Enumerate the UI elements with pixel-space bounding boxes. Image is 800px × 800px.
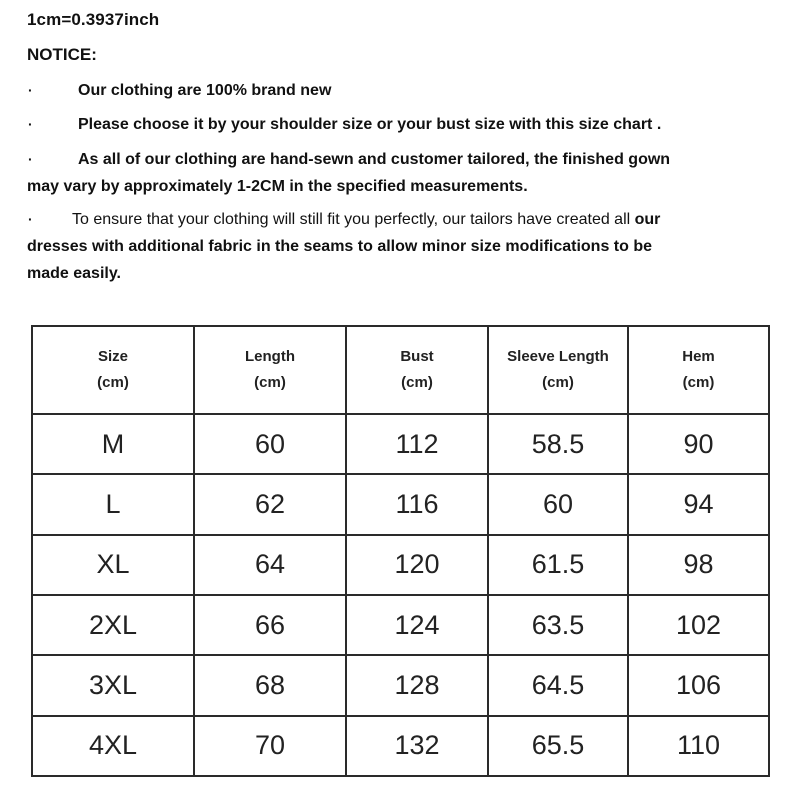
table-cell: 2XL: [32, 595, 194, 655]
bullet-text: Our clothing are 100% brand new: [78, 82, 332, 99]
table-cell: 102: [628, 595, 769, 655]
header-unit: (cm): [682, 374, 715, 391]
header-name: Size: [97, 348, 128, 365]
table-cell: 106: [628, 655, 769, 715]
table-cell: 64: [194, 535, 346, 595]
header-cell-length: [194, 326, 346, 414]
table-cell: L: [32, 474, 194, 534]
header-name: Length: [245, 348, 295, 365]
header-cell-hem: [628, 326, 769, 414]
table-cell: 60: [194, 414, 346, 474]
bullet-dot: ·: [28, 82, 33, 98]
header-unit: (cm): [542, 374, 574, 391]
header-name: Hem: [682, 348, 715, 365]
notice-title: NOTICE:: [27, 45, 97, 64]
table-cell: 3XL: [32, 655, 194, 715]
notice-bullet-2: [27, 111, 767, 138]
notice-bullet-1: [27, 77, 767, 104]
header-name: Bust: [400, 348, 434, 365]
bullet-text: Please choose it by your shoulder size or your bust size with this size chart .: [78, 116, 662, 133]
table-cell: 4XL: [32, 716, 194, 776]
table-cell: 68: [194, 655, 346, 715]
table-cell: 94: [628, 474, 769, 534]
bullet-dot: ·: [28, 151, 33, 167]
table-row: [32, 716, 769, 776]
table-cell: 62: [194, 474, 346, 534]
table-cell: XL: [32, 535, 194, 595]
table-cell: 128: [346, 655, 488, 715]
bullet-dot: ·: [28, 116, 33, 132]
bullet-text-line-1: As all of our clothing are hand-sewn and customer tailored, the finished gown: [78, 151, 671, 168]
bullet-text-line-1: [27, 206, 767, 233]
table-row: [32, 474, 769, 534]
size-chart-table: [31, 325, 770, 777]
header-cell-bust: [346, 326, 488, 414]
table-cell: 120: [346, 535, 488, 595]
bullet-text-line-1-part-a: To ensure that your clothing will still fit you perfectly, our tailors have created all: [72, 211, 631, 228]
table-cell: 116: [346, 474, 488, 534]
header-unit: (cm): [97, 374, 129, 391]
table-cell: 63.5: [488, 595, 628, 655]
table-row: [32, 414, 769, 474]
table-cell: 61.5: [488, 535, 628, 595]
table-cell: 98: [628, 535, 769, 595]
table-cell: 66: [194, 595, 346, 655]
table-cell: 112: [346, 414, 488, 474]
table-cell: 58.5: [488, 414, 628, 474]
table-cell: 124: [346, 595, 488, 655]
table-cell: M: [32, 414, 194, 474]
header-cell-size: [32, 326, 194, 414]
table-row: [32, 655, 769, 715]
header-unit: (cm): [401, 374, 433, 391]
conversion-note: 1cm=0.3937inch: [27, 10, 160, 29]
header-name: Sleeve Length: [507, 348, 609, 365]
table-cell: 90: [628, 414, 769, 474]
bullet-text-line-2: may vary by approximately 1-2CM in the specified measurements.: [27, 178, 528, 195]
table-row: [32, 595, 769, 655]
bullet-text-line-3: made easily.: [27, 265, 121, 282]
table-cell: 65.5: [488, 716, 628, 776]
table-cell: 70: [194, 716, 346, 776]
bullet-text-line-1-part-b: our: [630, 211, 661, 228]
header-unit: (cm): [254, 374, 286, 391]
notice-bullet-3: [27, 146, 767, 200]
table-row: [32, 535, 769, 595]
bullet-dot: ·: [28, 211, 33, 227]
table-cell: 110: [628, 716, 769, 776]
table-cell: 132: [346, 716, 488, 776]
table-cell: 60: [488, 474, 628, 534]
header-cell-sleeve-length: [488, 326, 628, 414]
notice-bullet-4: [27, 206, 767, 287]
table-header-row: [32, 326, 769, 414]
bullet-text-line-2: dresses with additional fabric in the seams to allow minor size modifications to be: [27, 238, 653, 255]
table-cell: 64.5: [488, 655, 628, 715]
